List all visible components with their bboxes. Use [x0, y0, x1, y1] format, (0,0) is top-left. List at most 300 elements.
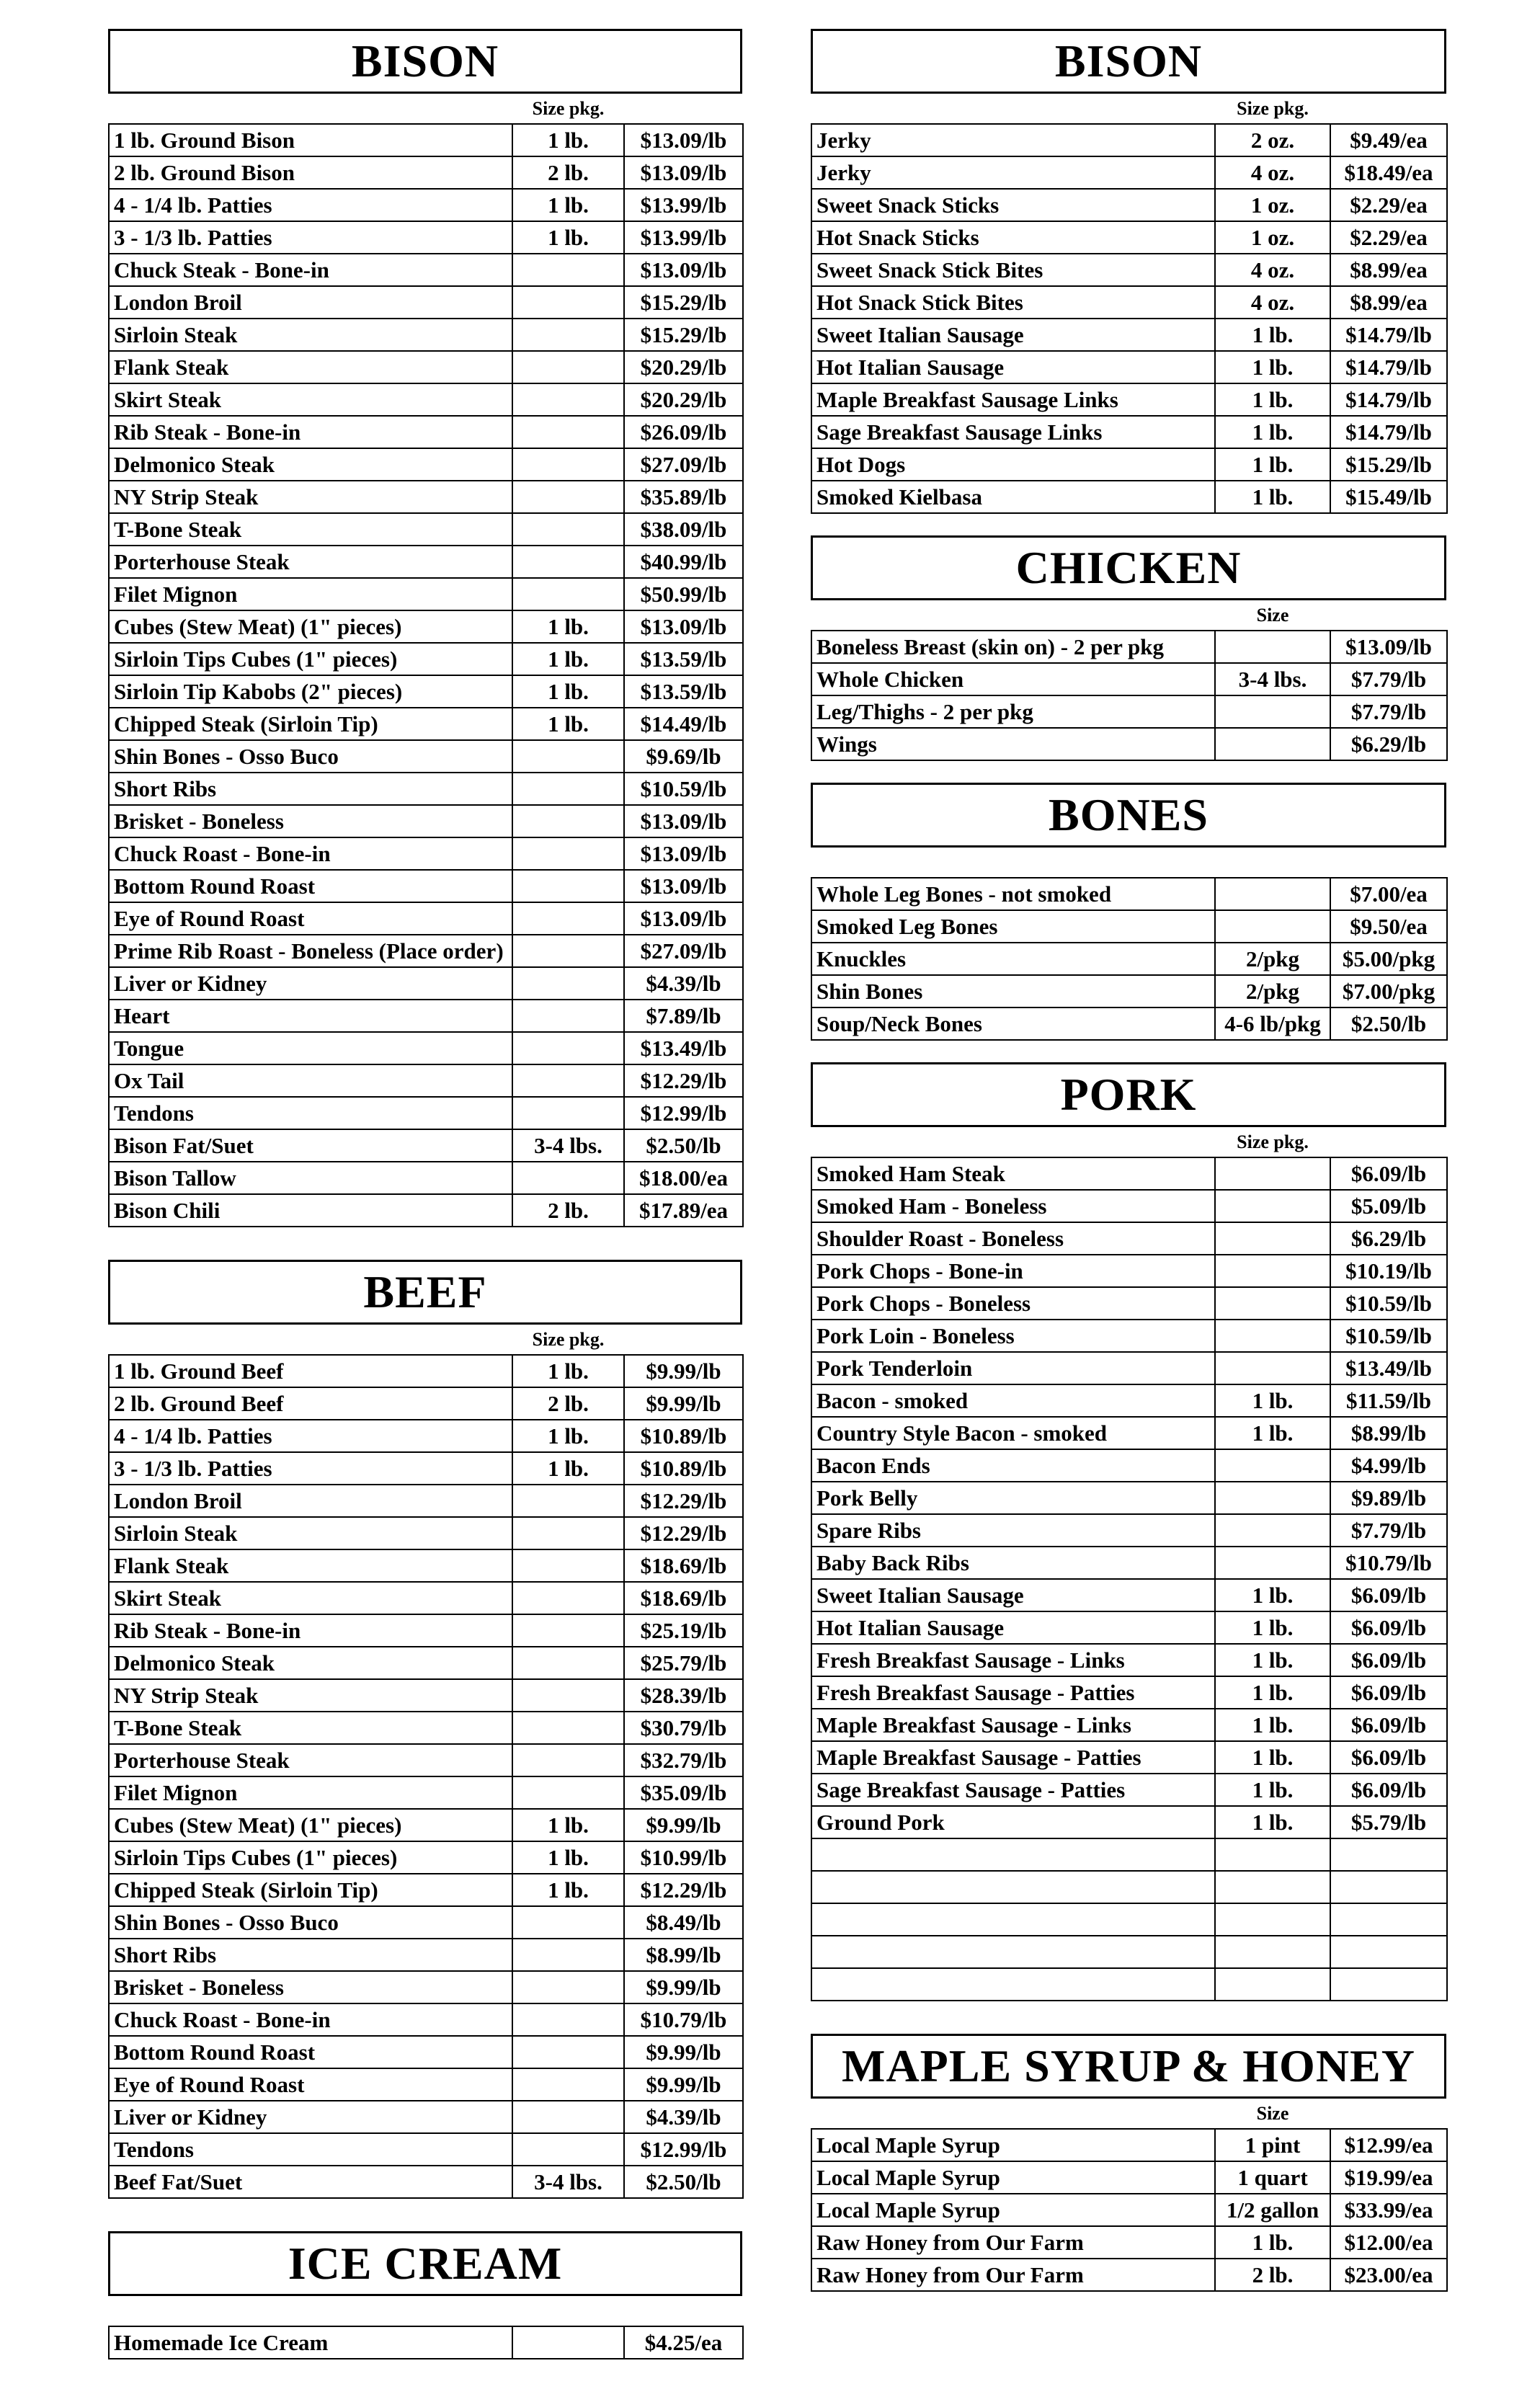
item-price: $14.79/lb — [1330, 351, 1447, 383]
table-row — [109, 1939, 743, 1971]
item-price: $6.09/lb — [1330, 1741, 1447, 1774]
size-column-header: Size pkg. — [1237, 98, 1309, 119]
item-price: $2.50/lb — [624, 1129, 743, 1162]
item-price: $8.99/lb — [1330, 1417, 1447, 1449]
item-price: $8.99/lb — [624, 1939, 743, 1971]
item-size — [512, 1549, 624, 1582]
item-price: $9.69/lb — [624, 740, 743, 773]
item-price: $6.09/lb — [1330, 1709, 1447, 1741]
item-name: Jerky — [811, 124, 1215, 156]
item-name: Boneless Breast (skin on) - 2 per pkg — [811, 631, 1215, 663]
item-name: Hot Snack Stick Bites — [811, 286, 1215, 319]
item-price: $25.19/lb — [624, 1614, 743, 1647]
size-column-header — [512, 2296, 624, 2326]
item-size — [1215, 1482, 1330, 1514]
item-name: 2 lb. Ground Bison — [109, 156, 512, 189]
table-row — [109, 383, 743, 416]
item-name: Bottom Round Roast — [109, 2036, 512, 2068]
item-name — [811, 1871, 1215, 1903]
item-name: Jerky — [811, 156, 1215, 189]
item-price: $7.79/lb — [1330, 1514, 1447, 1547]
table-row — [811, 2194, 1447, 2226]
item-price: $13.99/lb — [624, 221, 743, 254]
item-price: $35.89/lb — [624, 481, 743, 513]
item-name: Heart — [109, 1000, 512, 1032]
item-size — [1215, 1936, 1330, 1968]
item-name: Shin Bones — [811, 975, 1215, 1007]
item-size: 1 lb. — [1215, 1611, 1330, 1644]
table-row — [811, 1774, 1447, 1806]
item-price: $10.89/lb — [624, 1420, 743, 1452]
table-row — [109, 1387, 743, 1420]
item-size — [512, 319, 624, 351]
item-price: $12.29/lb — [624, 1874, 743, 1906]
item-size — [512, 2326, 624, 2359]
item-size — [512, 578, 624, 610]
item-size: 2/pkg — [1215, 943, 1330, 975]
item-size — [1215, 1449, 1330, 1482]
table-row — [811, 189, 1447, 221]
item-name: Chuck Roast - Bone-in — [109, 837, 512, 870]
item-name: Bottom Round Roast — [109, 870, 512, 902]
item-size: 1 lb. — [1215, 481, 1330, 513]
item-size: 1 lb. — [1215, 383, 1330, 416]
item-price: $12.29/lb — [624, 1517, 743, 1549]
item-size: 1 lb. — [512, 643, 624, 675]
section-title: BISON — [108, 29, 742, 94]
item-price: $4.39/lb — [624, 2101, 743, 2133]
item-name: 1 lb. Ground Beef — [109, 1355, 512, 1387]
table-row — [811, 1871, 1447, 1903]
table-row — [109, 1744, 743, 1776]
item-name: Hot Italian Sausage — [811, 351, 1215, 383]
item-price: $18.49/ea — [1330, 156, 1447, 189]
item-name: Baby Back Ribs — [811, 1547, 1215, 1579]
table-row — [109, 221, 743, 254]
item-name: Whole Leg Bones - not smoked — [811, 878, 1215, 910]
item-name: Sage Breakfast Sausage - Patties — [811, 1774, 1215, 1806]
table-row — [811, 1157, 1447, 1190]
table-row — [811, 2226, 1447, 2259]
item-price: $13.09/lb — [624, 254, 743, 286]
table-row — [109, 610, 743, 643]
item-price: $27.09/lb — [624, 935, 743, 967]
table-row — [811, 156, 1447, 189]
table-row — [109, 1841, 743, 1874]
table-row — [109, 319, 743, 351]
item-size: 2 lb. — [1215, 2259, 1330, 2291]
item-name: Sweet Snack Stick Bites — [811, 254, 1215, 286]
section-pork — [811, 1062, 1446, 2001]
item-size — [512, 773, 624, 805]
item-price: $13.09/lb — [624, 610, 743, 643]
item-price: $12.99/lb — [624, 2133, 743, 2166]
item-name: Prime Rib Roast - Boneless (Place order) — [109, 935, 512, 967]
item-price: $9.50/ea — [1330, 910, 1447, 943]
item-size: 1 lb. — [1215, 1417, 1330, 1449]
table-row — [811, 943, 1447, 975]
section-title: CHICKEN — [811, 535, 1446, 600]
item-size: 1 lb. — [1215, 1741, 1330, 1774]
item-size — [1215, 1287, 1330, 1320]
item-name: Maple Breakfast Sausage - Links — [811, 1709, 1215, 1741]
item-name: Local Maple Syrup — [811, 2161, 1215, 2194]
price-table — [811, 1127, 1448, 2001]
item-price: $13.09/lb — [624, 870, 743, 902]
table-row — [109, 1355, 743, 1387]
table-row — [109, 1517, 743, 1549]
item-price: $13.09/lb — [624, 805, 743, 837]
item-name: 4 - 1/4 lb. Patties — [109, 1420, 512, 1452]
item-name: Ox Tail — [109, 1064, 512, 1097]
table-row — [811, 416, 1447, 448]
item-price: $6.09/lb — [1330, 1676, 1447, 1709]
table-row — [811, 1838, 1447, 1871]
item-price: $7.79/lb — [1330, 695, 1447, 728]
item-price: $9.99/lb — [624, 1971, 743, 2003]
item-name: Bison Chili — [109, 1194, 512, 1227]
table-row — [109, 1194, 743, 1227]
item-size — [512, 2068, 624, 2101]
item-name: Hot Snack Sticks — [811, 221, 1215, 254]
item-price: $9.99/lb — [624, 1355, 743, 1387]
item-price: $7.79/lb — [1330, 663, 1447, 695]
item-price: $6.29/lb — [1330, 728, 1447, 760]
item-price: $13.59/lb — [624, 675, 743, 708]
table-row — [109, 2036, 743, 2068]
item-price: $25.79/lb — [624, 1647, 743, 1679]
item-price: $15.29/lb — [624, 319, 743, 351]
item-size — [1215, 1190, 1330, 1222]
table-row — [811, 2161, 1447, 2194]
table-row — [109, 1679, 743, 1712]
item-name: Tendons — [109, 1097, 512, 1129]
item-size: 1 oz. — [1215, 189, 1330, 221]
item-name: Fresh Breakfast Sausage - Links — [811, 1644, 1215, 1676]
section-maple-syrup-honey — [811, 2034, 1446, 2292]
section-bones — [811, 783, 1446, 1041]
item-price: $14.79/lb — [1330, 319, 1447, 351]
item-size — [512, 1939, 624, 1971]
table-row — [109, 805, 743, 837]
item-price: $15.49/lb — [1330, 481, 1447, 513]
item-size: 2 lb. — [512, 156, 624, 189]
item-size — [512, 351, 624, 383]
table-row — [109, 124, 743, 156]
table-row — [811, 695, 1447, 728]
item-price: $10.89/lb — [624, 1452, 743, 1485]
item-size — [1215, 1352, 1330, 1384]
item-name: Beef Fat/Suet — [109, 2166, 512, 2198]
item-size: 2 lb. — [512, 1194, 624, 1227]
item-price: $18.00/ea — [624, 1162, 743, 1194]
item-price: $6.09/lb — [1330, 1611, 1447, 1644]
item-size — [512, 383, 624, 416]
item-name: Soup/Neck Bones — [811, 1007, 1215, 1040]
item-size — [512, 1647, 624, 1679]
item-name: Cubes (Stew Meat) (1" pieces) — [109, 1809, 512, 1841]
item-size — [1215, 1157, 1330, 1190]
item-size: 1 lb. — [512, 1420, 624, 1452]
item-name: Delmonico Steak — [109, 1647, 512, 1679]
item-price: $50.99/lb — [624, 578, 743, 610]
item-size: 1 lb. — [1215, 1806, 1330, 1838]
item-size: 1 lb. — [1215, 1644, 1330, 1676]
item-name: Maple Breakfast Sausage - Patties — [811, 1741, 1215, 1774]
item-size: 1 lb. — [512, 610, 624, 643]
item-size: 3-4 lbs. — [512, 2166, 624, 2198]
table-row — [109, 1032, 743, 1064]
item-price: $30.79/lb — [624, 1712, 743, 1744]
table-row — [109, 935, 743, 967]
item-size — [1215, 910, 1330, 943]
item-size — [1215, 631, 1330, 663]
item-size: 1/2 gallon — [1215, 2194, 1330, 2226]
item-name: Short Ribs — [109, 1939, 512, 1971]
item-price: $14.79/lb — [1330, 416, 1447, 448]
item-size — [512, 1032, 624, 1064]
item-name: Pork Loin - Boneless — [811, 1320, 1215, 1352]
size-column-header: Size pkg. — [1237, 1131, 1309, 1152]
item-price: $9.49/ea — [1330, 124, 1447, 156]
item-name: Brisket - Boneless — [109, 805, 512, 837]
item-size — [512, 837, 624, 870]
item-size — [512, 1744, 624, 1776]
table-row — [811, 2259, 1447, 2291]
item-name: Ground Pork — [811, 1806, 1215, 1838]
table-row — [109, 870, 743, 902]
price-table — [108, 1325, 744, 2199]
section-chicken — [811, 535, 1446, 761]
item-size — [512, 1712, 624, 1744]
item-price: $9.99/lb — [624, 2036, 743, 2068]
item-name: 1 lb. Ground Bison — [109, 124, 512, 156]
item-name: Eye of Round Roast — [109, 2068, 512, 2101]
item-name: Porterhouse Steak — [109, 546, 512, 578]
table-row — [109, 1647, 743, 1679]
item-size: 1 lb. — [512, 675, 624, 708]
table-row — [109, 643, 743, 675]
item-size — [1215, 1547, 1330, 1579]
item-price: $19.99/ea — [1330, 2161, 1447, 2194]
item-size — [1215, 1838, 1330, 1871]
table-row — [811, 1514, 1447, 1547]
table-row — [109, 448, 743, 481]
table-row — [109, 1097, 743, 1129]
item-size: 1 lb. — [1215, 1676, 1330, 1709]
item-size — [512, 967, 624, 1000]
item-price: $10.59/lb — [1330, 1287, 1447, 1320]
item-name: Smoked Leg Bones — [811, 910, 1215, 943]
item-price: $20.29/lb — [624, 351, 743, 383]
item-name: Porterhouse Steak — [109, 1744, 512, 1776]
item-price: $20.29/lb — [624, 383, 743, 416]
item-size — [512, 2101, 624, 2133]
item-price: $7.00/pkg — [1330, 975, 1447, 1007]
item-price: $4.39/lb — [624, 967, 743, 1000]
item-size: 4 oz. — [1215, 254, 1330, 286]
item-price: $9.99/lb — [624, 1809, 743, 1841]
section-title: BONES — [811, 783, 1446, 848]
item-price: $8.49/lb — [624, 1906, 743, 1939]
item-name: Hot Dogs — [811, 448, 1215, 481]
item-size — [512, 1971, 624, 2003]
left-column — [108, 29, 742, 2359]
item-name: Sirloin Tips Cubes (1" pieces) — [109, 1841, 512, 1874]
item-size: 1 lb. — [512, 1355, 624, 1387]
item-price: $15.29/lb — [1330, 448, 1447, 481]
item-price: $10.19/lb — [1330, 1255, 1447, 1287]
section-title: PORK — [811, 1062, 1446, 1127]
item-price: $35.09/lb — [624, 1776, 743, 1809]
item-price: $32.79/lb — [624, 1744, 743, 1776]
item-size — [512, 1614, 624, 1647]
table-row — [109, 1582, 743, 1614]
item-name: Bacon - smoked — [811, 1384, 1215, 1417]
item-price: $13.09/lb — [624, 902, 743, 935]
item-size — [512, 1517, 624, 1549]
item-name: Brisket - Boneless — [109, 1971, 512, 2003]
table-row — [811, 975, 1447, 1007]
item-size: 1 lb. — [1215, 351, 1330, 383]
table-row — [109, 1776, 743, 1809]
table-row — [811, 1352, 1447, 1384]
item-price: $18.69/lb — [624, 1549, 743, 1582]
item-price: $13.09/lb — [1330, 631, 1447, 663]
table-row — [109, 1614, 743, 1647]
table-row — [109, 708, 743, 740]
item-price: $5.09/lb — [1330, 1190, 1447, 1222]
item-name: Maple Breakfast Sausage Links — [811, 383, 1215, 416]
item-size: 1 lb. — [1215, 1774, 1330, 1806]
table-row — [109, 1064, 743, 1097]
item-name: Pork Chops - Bone-in — [811, 1255, 1215, 1287]
item-name: Flank Steak — [109, 1549, 512, 1582]
table-row — [811, 1222, 1447, 1255]
item-name: Smoked Kielbasa — [811, 481, 1215, 513]
item-name: Skirt Steak — [109, 1582, 512, 1614]
item-name: Sirloin Steak — [109, 1517, 512, 1549]
table-row — [811, 1579, 1447, 1611]
table-row — [109, 902, 743, 935]
item-name: Pork Chops - Boneless — [811, 1287, 1215, 1320]
item-size: 1 lb. — [512, 221, 624, 254]
item-price: $7.00/ea — [1330, 878, 1447, 910]
table-row — [811, 221, 1447, 254]
item-name: Sweet Italian Sausage — [811, 1579, 1215, 1611]
item-name: 4 - 1/4 lb. Patties — [109, 189, 512, 221]
table-row — [811, 1936, 1447, 1968]
item-name: Rib Steak - Bone-in — [109, 416, 512, 448]
section-title: BISON — [811, 29, 1446, 94]
item-size — [1215, 728, 1330, 760]
item-size — [512, 1906, 624, 1939]
item-price: $7.89/lb — [624, 1000, 743, 1032]
item-size — [512, 2036, 624, 2068]
section-title: ICE CREAM — [108, 2231, 742, 2296]
table-row — [811, 1968, 1447, 2001]
item-price: $9.99/lb — [624, 2068, 743, 2101]
item-name: Sage Breakfast Sausage Links — [811, 416, 1215, 448]
item-size — [512, 1000, 624, 1032]
table-row — [811, 383, 1447, 416]
table-row — [811, 1320, 1447, 1352]
item-price: $2.50/lb — [1330, 1007, 1447, 1040]
item-name: Local Maple Syrup — [811, 2129, 1215, 2161]
table-row — [109, 254, 743, 286]
item-price: $8.99/ea — [1330, 254, 1447, 286]
section-bison — [811, 29, 1446, 514]
item-price: $5.79/lb — [1330, 1806, 1447, 1838]
table-row — [811, 2129, 1447, 2161]
right-column — [811, 29, 1446, 2292]
item-name: Raw Honey from Our Farm — [811, 2259, 1215, 2291]
table-row — [811, 1384, 1447, 1417]
item-size: 1 lb. — [512, 1452, 624, 1485]
item-price: $13.59/lb — [624, 643, 743, 675]
table-row — [811, 286, 1447, 319]
item-size: 2 oz. — [1215, 124, 1330, 156]
item-price — [1330, 1903, 1447, 1936]
item-size — [512, 1582, 624, 1614]
item-price: $13.99/lb — [624, 189, 743, 221]
item-size — [512, 481, 624, 513]
item-price — [1330, 1871, 1447, 1903]
item-name: Eye of Round Roast — [109, 902, 512, 935]
section-beef — [108, 1260, 742, 2199]
item-size: 4 oz. — [1215, 156, 1330, 189]
item-name: Sweet Italian Sausage — [811, 319, 1215, 351]
table-row — [109, 546, 743, 578]
item-size — [1215, 1871, 1330, 1903]
table-row — [109, 189, 743, 221]
size-column-header: Size pkg. — [532, 98, 605, 119]
table-row — [811, 1741, 1447, 1774]
item-name: Wings — [811, 728, 1215, 760]
item-price: $38.09/lb — [624, 513, 743, 546]
item-name: Whole Chicken — [811, 663, 1215, 695]
item-price: $14.79/lb — [1330, 383, 1447, 416]
section-bison — [108, 29, 742, 1227]
item-size: 1 lb. — [1215, 1579, 1330, 1611]
item-size — [512, 448, 624, 481]
item-name: Bacon Ends — [811, 1449, 1215, 1482]
item-name — [811, 1838, 1215, 1871]
item-price: $13.09/lb — [624, 837, 743, 870]
section-title: BEEF — [108, 1260, 742, 1325]
item-size: 1 lb. — [512, 124, 624, 156]
item-price: $11.59/lb — [1330, 1384, 1447, 1417]
table-row — [109, 1129, 743, 1162]
item-name: Chipped Steak (Sirloin Tip) — [109, 1874, 512, 1906]
item-size: 3-4 lbs. — [512, 1129, 624, 1162]
item-price: $18.69/lb — [624, 1582, 743, 1614]
item-name: Short Ribs — [109, 773, 512, 805]
item-price: $10.79/lb — [1330, 1547, 1447, 1579]
table-row — [811, 1007, 1447, 1040]
item-name — [811, 1903, 1215, 1936]
table-row — [109, 773, 743, 805]
table-row — [109, 481, 743, 513]
item-size — [512, 740, 624, 773]
table-row — [109, 513, 743, 546]
item-price: $6.09/lb — [1330, 1774, 1447, 1806]
item-size: 1 lb. — [1215, 416, 1330, 448]
item-size — [512, 805, 624, 837]
item-name: 2 lb. Ground Beef — [109, 1387, 512, 1420]
item-size — [1215, 1514, 1330, 1547]
item-name: 3 - 1/3 lb. Patties — [109, 221, 512, 254]
